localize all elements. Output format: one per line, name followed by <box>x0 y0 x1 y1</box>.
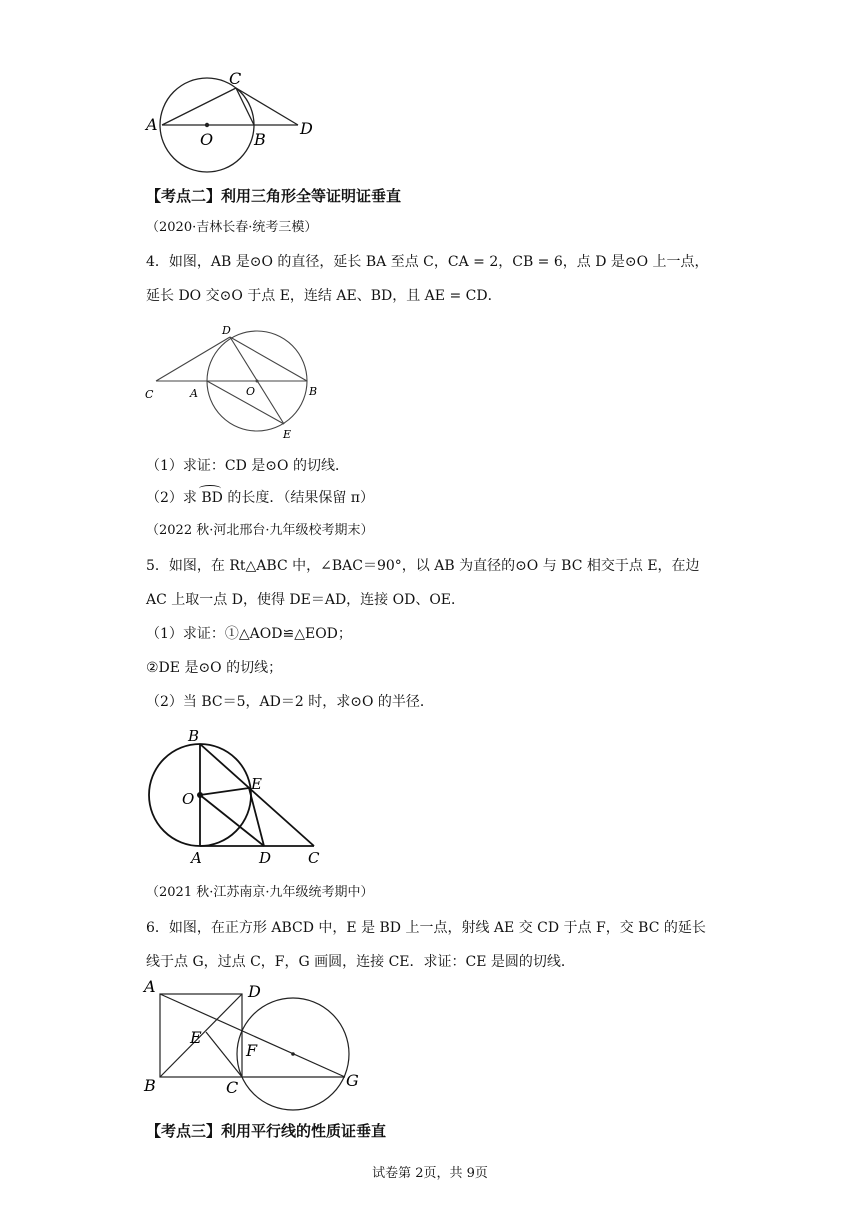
figure-5 <box>140 725 340 870</box>
p6-line1: 6．如图，在正方形 ABCD 中，E 是 BD 上一点，射线 AE 交 CD 于点 F，交 BC 的延长 <box>146 920 706 936</box>
p4-line1: 4．如图，AB 是⊙O 的直径，延长 BA 至点 C，CA = 2，CB = 6，点 D 是⊙O 上一点， <box>146 254 709 270</box>
p5-source: （2022 秋·河北邢台·九年级校考期末） <box>146 523 374 538</box>
section-heading-3: 【考点三】利用平行线的性质证垂直 <box>146 1122 387 1140</box>
p4-question-1: （1）求证：CD 是⊙O 的切线． <box>146 458 349 474</box>
fig6-label-g: G <box>346 1071 359 1090</box>
fig5-label-a: A <box>191 849 202 867</box>
p5-line1: 5．如图，在 Rt△ABC 中，∠BAC＝90°，以 AB 为直径的⊙O 与 BC 相交于点 E，在边 <box>146 558 700 574</box>
figure-1 <box>140 66 340 186</box>
fig4-label-c: C <box>145 388 154 401</box>
fig4-label-d: D <box>222 324 231 337</box>
fig6-label-e: E <box>190 1028 202 1047</box>
fig1-label-o: O <box>200 130 214 149</box>
p5-question-1b: ②DE 是⊙O 的切线； <box>146 660 283 676</box>
fig4-label-a: A <box>190 387 198 400</box>
p6-source: （2021 秋·江苏南京·九年级统考期中） <box>146 885 374 900</box>
fig5-label-c: C <box>308 849 320 867</box>
fig6-label-c: C <box>226 1078 239 1097</box>
p5-question-1: （1）求证：①△AOD≌△EOD； <box>146 626 352 642</box>
p4-source: （2020·吉林长春·统考三模） <box>146 220 318 235</box>
fig5-label-b: B <box>188 727 200 745</box>
fig1-label-d: D <box>300 119 313 138</box>
p6-line2: 线于点 G，过点 C，F，G 画圆，连接 CE．求证：CE 是圆的切线． <box>146 954 575 970</box>
fig1-label-a: A <box>146 115 158 134</box>
p5-question-2: （2）当 BC＝5，AD＝2 时，求⊙O 的半径． <box>146 694 434 710</box>
p5-line2: AC 上取一点 D，使得 DE＝AD，连接 OD、OE． <box>146 592 466 608</box>
fig4-label-b: B <box>309 385 318 398</box>
fig6-label-d: D <box>248 982 261 1001</box>
fig4-label-e: E <box>283 428 292 441</box>
fig4-label-o: O <box>246 385 256 398</box>
page-footer: 试卷第 2页，共 9页 <box>372 1166 488 1181</box>
p4-question-2: （2）求 BD 的长度．（结果保留 π） <box>146 490 374 506</box>
fig5-label-o: O <box>182 790 195 808</box>
figure-4 <box>140 320 340 450</box>
fig6-label-b: B <box>144 1076 156 1095</box>
fig1-label-b: B <box>254 130 266 149</box>
fig5-label-e: E <box>251 775 262 793</box>
section-heading-2: 【考点二】利用三角形全等证明证垂直 <box>146 187 402 205</box>
fig6-label-f: F <box>246 1041 258 1060</box>
figure-6 <box>140 977 380 1100</box>
p4-line2: 延长 DO 交⊙O 于点 E，连结 AE、BD，且 AE = CD． <box>146 288 502 304</box>
arc-symbol <box>199 485 221 492</box>
fig1-label-c: C <box>229 69 242 88</box>
fig5-label-d: D <box>259 849 272 867</box>
fig6-label-a: A <box>144 977 156 996</box>
